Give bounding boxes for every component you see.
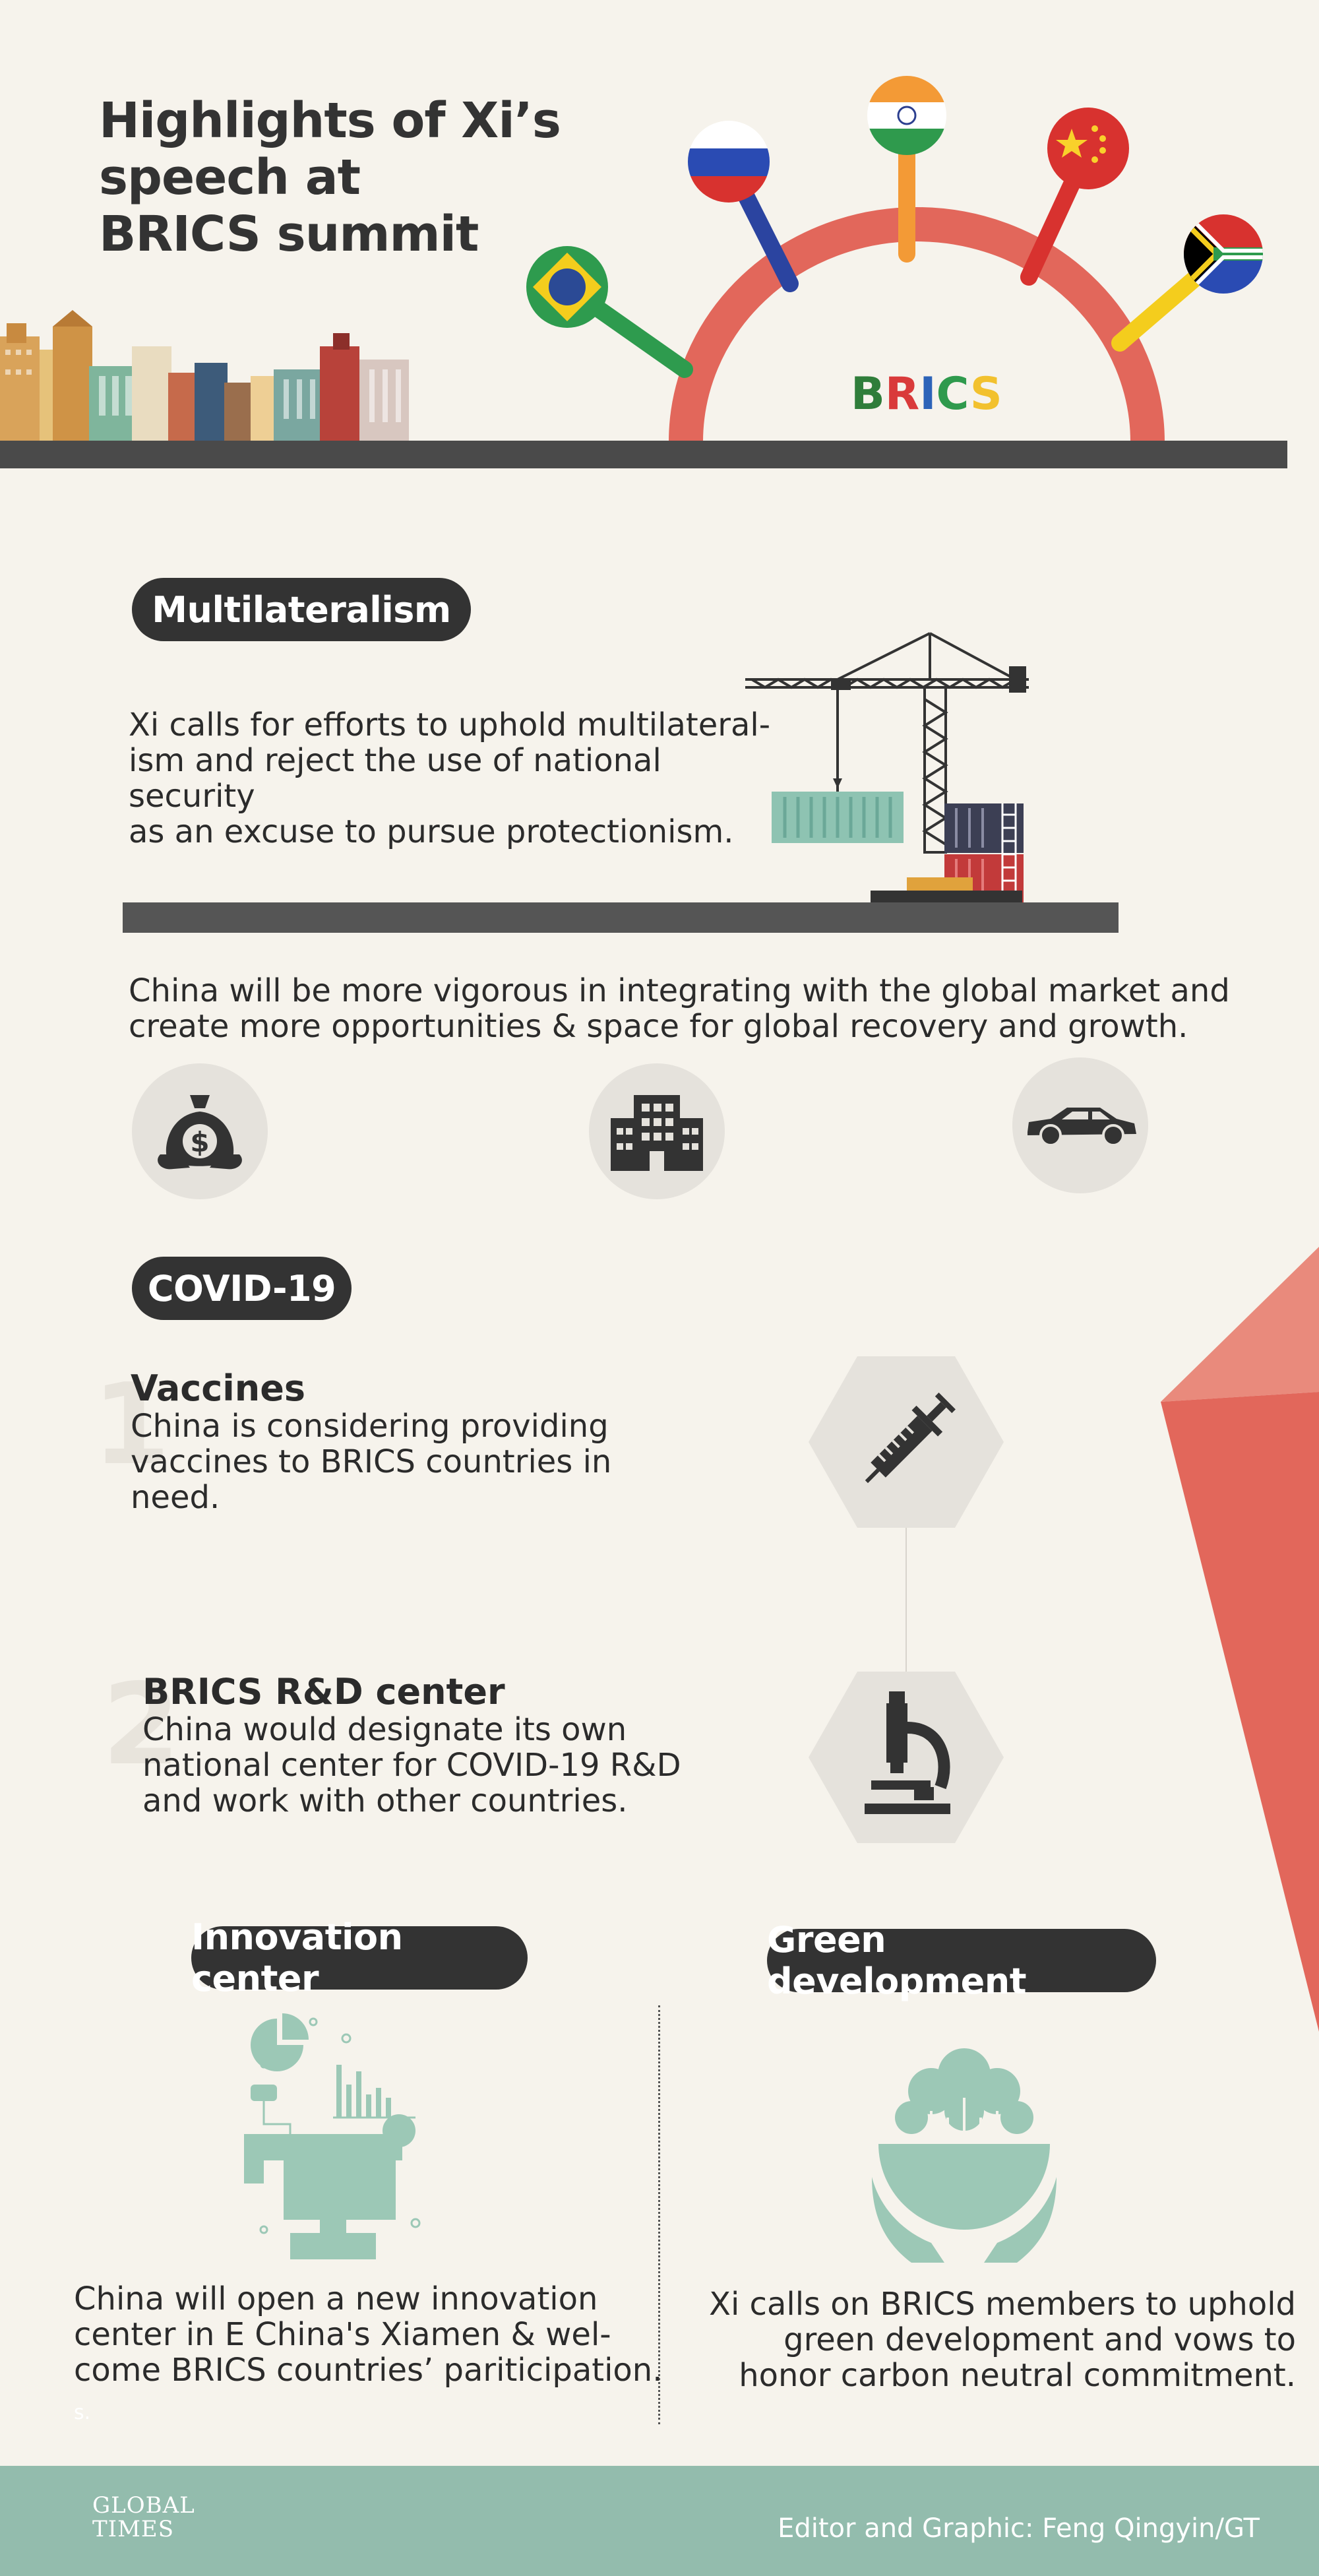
covid-item-1-number: 1 — [92, 1360, 171, 1490]
global-market-text-line-1: China will be more vigorous in integrating with the global market and — [129, 972, 1230, 1009]
covid-item-rd-center — [142, 1672, 769, 1819]
innovation-label: Innovation center — [191, 1926, 528, 1990]
south-africa-flag-icon — [1120, 208, 1266, 343]
china-flag-icon — [1029, 108, 1129, 277]
innovation-text-line-3: come BRICS countries’ pariticipation. — [74, 2352, 663, 2389]
logo-line-2: TIMES — [92, 2516, 175, 2542]
vaccines-text-line-2: vaccines to BRICS countries in — [131, 1443, 612, 1480]
green-development-text — [686, 2286, 1296, 2393]
title-line-1: Highlights of Xi’s — [99, 92, 561, 149]
russia-flag-icon — [686, 119, 790, 284]
car-icon — [1012, 1057, 1148, 1193]
brics-flags-illustration — [514, 66, 1293, 449]
green-development-illustration — [872, 2045, 1057, 2263]
vaccines-text-line-1: China is considering providing — [131, 1408, 609, 1445]
innovation-text-line-2: center in E China's Xiamen & wel- — [74, 2316, 611, 2353]
vaccines-text-line-3: need. — [131, 1479, 220, 1516]
title-line-3: BRICS summit — [99, 206, 479, 263]
innovation-text — [74, 2281, 667, 2388]
microscope-icon — [809, 1672, 1004, 1843]
title-line-2: speech at — [99, 149, 361, 206]
editor-credit: Editor and Graphic: Feng Qingyin/GT — [778, 2513, 1260, 2544]
covid-connector-line — [905, 1528, 907, 1672]
vaccines-title: Vaccines — [131, 1367, 306, 1409]
rd-center-text-line-3: and work with other countries. — [142, 1782, 628, 1819]
brics-letter-b: B — [851, 368, 885, 420]
money-bag-icon — [132, 1063, 268, 1199]
covid-label: COVID-19 — [132, 1257, 352, 1320]
multilateralism-text-line-1: Xi calls for efforts to uphold multilateral- — [129, 707, 771, 743]
office-building-icon — [589, 1063, 725, 1199]
header-ground-bar — [0, 441, 1287, 468]
covid-item-vaccines — [131, 1369, 724, 1515]
global-market-text-line-2: create more opportunities & space for global recovery and growth. — [129, 1008, 1188, 1045]
brazil-flag-icon — [526, 246, 685, 369]
rd-center-text-line-2: national center for COVID-19 R&D — [142, 1747, 681, 1784]
green-text-line-3: honor carbon neutral commitment. — [739, 2357, 1296, 2394]
stray-text: s. — [74, 2401, 91, 2424]
covid-item-2-number: 2 — [102, 1660, 181, 1790]
rd-center-text-line-1: China would designate its own — [142, 1711, 627, 1748]
green-text-line-2: green development and vows to — [783, 2321, 1296, 2358]
city-skyline-illustration — [0, 310, 422, 442]
multilateralism-text — [129, 707, 788, 850]
crane-containers-illustration — [739, 627, 1042, 904]
green-development-label: Green development — [767, 1929, 1156, 1992]
logo-line-1: GLOBAL — [92, 2492, 195, 2519]
multilateralism-label: Multilateralism — [132, 578, 471, 641]
svg-text:$: $ — [190, 1126, 210, 1158]
brics-letter-i: I — [919, 368, 936, 420]
brics-letter-s: S — [969, 368, 1002, 420]
innovation-illustration — [237, 2005, 435, 2269]
brics-letter-r: R — [884, 368, 920, 420]
page-title — [99, 92, 561, 263]
brics-letter-c: C — [936, 368, 970, 420]
global-market-text — [129, 973, 1289, 1044]
innovation-text-line-1: China will open a new innovation — [74, 2280, 598, 2317]
multilateralism-text-line-3: as an excuse to pursue protectionism. — [129, 813, 734, 850]
red-ribbon-decoration — [1148, 1240, 1319, 2032]
multilateralism-ground-bar — [123, 902, 1119, 933]
syringe-icon — [809, 1356, 1004, 1528]
global-times-logo — [92, 2494, 195, 2541]
brics-logo-text — [851, 368, 1002, 420]
multilateralism-text-line-2: ism and reject the use of national security — [129, 742, 661, 815]
green-text-line-1: Xi calls on BRICS members to uphold — [709, 2286, 1296, 2323]
rd-center-title: BRICS R&D center — [142, 1671, 505, 1712]
